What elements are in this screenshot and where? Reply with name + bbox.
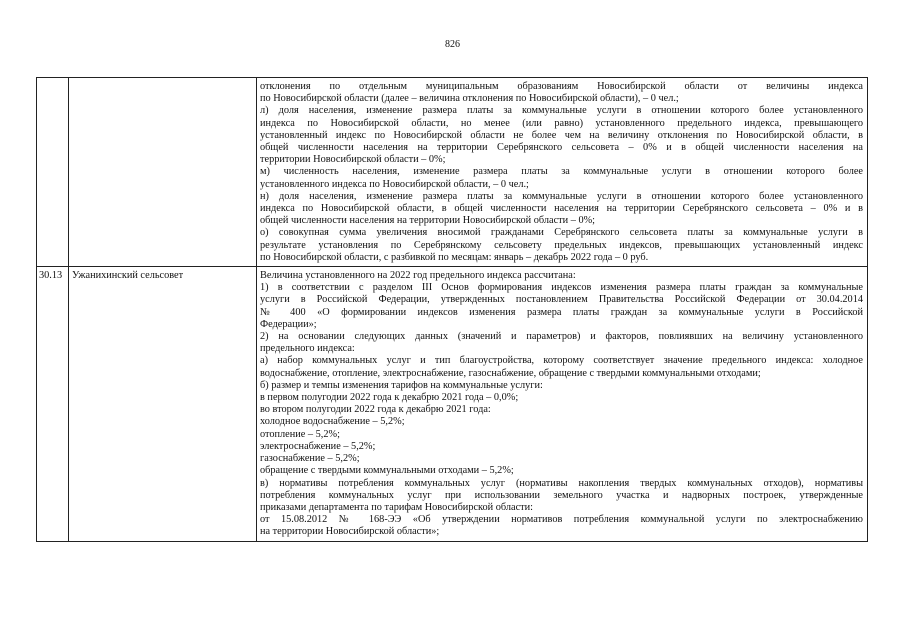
content-line: общей численности населения на территории Новосибирской области – 0%;	[260, 215, 596, 227]
content-line: по Новосибирской области, с разбивкой по месяцам: январь – декабрь 2022 года – 0 руб.	[260, 251, 649, 263]
content-line: обращение с твердыми коммунальными отходами – 5,2%;	[260, 465, 514, 477]
content-line: 2) на основании следующих данных (значений и параметров) и факторов, повлиявших на величину установленного	[260, 331, 863, 343]
content-line: территории Новосибирской области – 0%;	[260, 154, 446, 166]
content-line: а) набор коммунальных услуг и тип благоустройства, которому соответствует значение предельного индекса: холодное	[260, 355, 863, 367]
content-line: Федерации»;	[260, 318, 317, 330]
content-line: 1) в соответствии с разделом III Основ формирования индексов изменения размера платы граждан за коммунальные	[260, 282, 863, 294]
content-line: отклонения по отдельным муниципальным образованиям Новосибирской области от величины индекса	[260, 81, 863, 92]
content-line: Величина установленного на 2022 год предельного индекса рассчитана:	[260, 270, 576, 282]
table-row	[37, 267, 868, 541]
row-content-cell	[257, 78, 868, 267]
content-line: о) совокупная сумма увеличения вносимой гражданами Серебрянского сельсовета платы за коммунальные услуги в	[260, 227, 863, 239]
content-line: л) доля населения, изменение размера платы за коммунальные услуги в отношении которого более установленного	[260, 105, 863, 117]
municipality-name-cell: Ужанихинский сельсовет	[69, 267, 257, 541]
content-line: от 15.08.2012 № 168-ЭЭ «Об утверждении нормативов потребления коммунальной услуги по электроснабжению	[260, 514, 863, 526]
content-line: н) доля населения, изменение размера платы за коммунальные услуги в отношении которого более установленного	[260, 190, 863, 202]
content-line: водоснабжение, отопление, электроснабжение, газоснабжение, обращение с твердыми коммунальными отходами;	[260, 367, 761, 379]
content-line: электроснабжение – 5,2%;	[260, 440, 376, 452]
content-line: газоснабжение – 5,2%;	[260, 453, 360, 465]
content-line: на территории Новосибирской области»;	[260, 526, 440, 538]
content-line: приказами департамента по тарифам Новосибирской области:	[260, 501, 534, 513]
content-line: индекса по Новосибирской области, но менее (или равно) установленного предельного индекса, превышающего	[260, 117, 863, 129]
content-line: отопление – 5,2%;	[260, 428, 340, 440]
content-line: индекса по Новосибирской области, в общей численности населения на территории Серебрянского сельсовета – 0% и в	[260, 203, 863, 215]
content-line: м) численность населения, изменение размера платы за коммунальные услуги в отношении которого более	[260, 166, 863, 178]
content-line: во втором полугодии 2022 года к декабрю 2021 года:	[260, 404, 491, 416]
table-row	[37, 78, 868, 267]
content-line: холодное водоснабжение – 5,2%;	[260, 416, 405, 428]
content-line: установленный индекс по Новосибирской области не более чем на величину отклонения по Новосибирской области, в	[260, 129, 863, 141]
row-number-cell	[37, 78, 69, 267]
content-line: общей численности населения на территории Серебрянского сельсовета – 0% и в общей численности населения на	[260, 142, 863, 154]
content-line: по Новосибирской области (далее – величина отклонения по Новосибирской области), – 0 чел.;	[260, 93, 679, 105]
content-line: услуги в Российской Федерации, утвержденных постановлением Правительства Российской Федерации от 30.04.2014	[260, 294, 863, 306]
content-line: в первом полугодии 2022 года к декабрю 2021 года – 0,0%;	[260, 392, 519, 404]
content-line: потребления коммунальных услуг при использовании земельного участка и надворных построек, утвержденные	[260, 489, 863, 501]
content-line: в) нормативы потребления коммунальных услуг (нормативы накопления твердых коммунальных отходов), нормативы	[260, 477, 863, 489]
page-number: 826	[445, 39, 460, 50]
content-line: б) размер и темпы изменения тарифов на коммунальные услуги:	[260, 379, 543, 391]
row-content-cell	[257, 267, 868, 541]
content-line: результате установления по Серебрянскому сельсовету предельных индексов, превышающих установленный индекс	[260, 239, 863, 251]
municipality-name-cell	[69, 78, 257, 267]
content-line: установленного индекса по Новосибирской области, – 0 чел.;	[260, 178, 529, 190]
row-number-cell: 30.13	[37, 267, 69, 541]
content-line: № 400 «О формировании индексов изменения размера платы граждан за коммунальные услуги в Российской	[260, 306, 863, 318]
document-table	[36, 77, 868, 542]
content-line: предельного индекса:	[260, 343, 355, 355]
